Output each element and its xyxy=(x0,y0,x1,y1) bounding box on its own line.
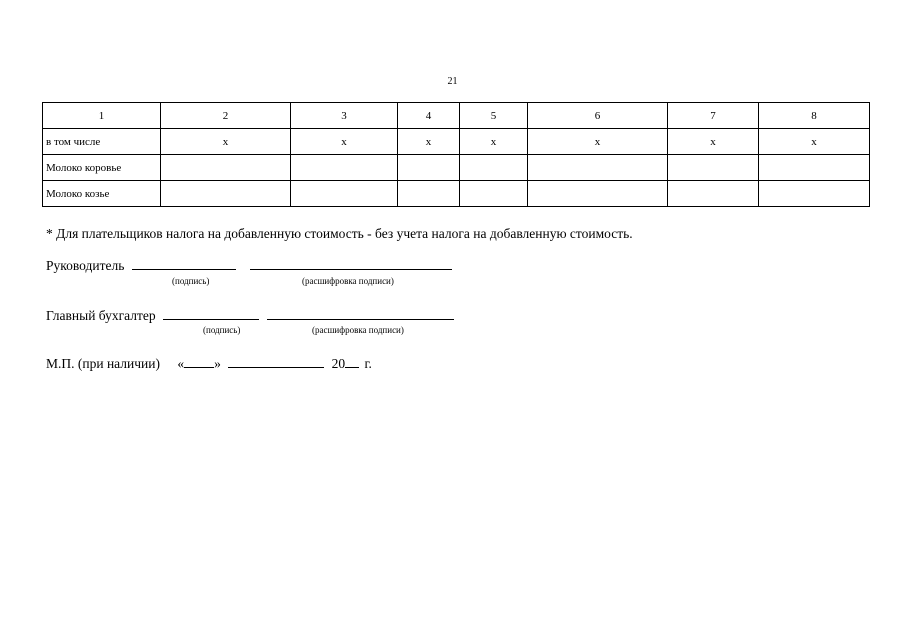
column-number-cell: 4 xyxy=(398,103,460,129)
chief-accountant-signature-caption: (подпись) xyxy=(203,325,241,335)
table-row xyxy=(43,181,870,207)
table-cell[interactable] xyxy=(528,181,668,207)
stamp-date-line xyxy=(46,356,372,372)
head-decoding-caption: (расшифровка подписи) xyxy=(302,276,394,286)
date-day-field[interactable] xyxy=(184,356,214,368)
table-cell[interactable] xyxy=(398,181,460,207)
date-year-suffix: г. xyxy=(364,356,372,371)
column-number-cell: 3 xyxy=(291,103,398,129)
table-cell[interactable] xyxy=(398,155,460,181)
footnote: * Для плательщиков налога на добавленную стоимость - без учета налога на добавленную стоимость. xyxy=(46,226,633,241)
table-cell: x xyxy=(398,129,460,155)
table-cell[interactable] xyxy=(161,181,291,207)
table-cell: x xyxy=(460,129,528,155)
table-cell: x xyxy=(668,129,759,155)
row-label: в том числе xyxy=(43,129,161,155)
chief-accountant-decoding-field[interactable] xyxy=(267,308,454,320)
column-number-cell: 8 xyxy=(759,103,870,129)
head-label: Руководитель xyxy=(46,258,125,273)
head-decoding-field[interactable] xyxy=(250,258,452,270)
date-month-field[interactable] xyxy=(228,356,324,368)
column-number-cell: 2 xyxy=(161,103,291,129)
date-close-quote: » xyxy=(214,356,221,371)
table-cell[interactable] xyxy=(668,181,759,207)
table-cell: x xyxy=(291,129,398,155)
page-number: 21 xyxy=(447,76,458,87)
table-cell[interactable] xyxy=(460,181,528,207)
table-cell[interactable] xyxy=(291,181,398,207)
table-cell[interactable] xyxy=(161,155,291,181)
chief-accountant-signature-field[interactable] xyxy=(163,308,259,320)
date-year-field[interactable] xyxy=(345,356,359,368)
column-number-cell: 5 xyxy=(460,103,528,129)
table-cell: x xyxy=(161,129,291,155)
table-cell: x xyxy=(759,129,870,155)
date-year-prefix: 20 xyxy=(331,356,346,371)
chief-accountant-signature-line xyxy=(46,308,454,324)
column-number-cell: 6 xyxy=(528,103,668,129)
table-cell[interactable] xyxy=(291,155,398,181)
table-cell[interactable] xyxy=(759,155,870,181)
table-row xyxy=(43,129,870,155)
data-table xyxy=(42,102,870,207)
table-row xyxy=(43,155,870,181)
table-cell[interactable] xyxy=(460,155,528,181)
column-number-cell: 7 xyxy=(668,103,759,129)
row-label: Молоко коровье xyxy=(43,155,161,181)
table-cell: x xyxy=(528,129,668,155)
chief-accountant-label: Главный бухгалтер xyxy=(46,308,156,323)
table-cell[interactable] xyxy=(668,155,759,181)
table-header-row xyxy=(43,103,870,129)
head-signature-field[interactable] xyxy=(132,258,236,270)
column-number-cell: 1 xyxy=(43,103,161,129)
row-label: Молоко козье xyxy=(43,181,161,207)
chief-accountant-decoding-caption: (расшифровка подписи) xyxy=(312,325,404,335)
stamp-label: М.П. (при наличии) xyxy=(46,356,160,371)
table-cell[interactable] xyxy=(759,181,870,207)
date-open-quote: « xyxy=(177,356,185,371)
head-signature-caption: (подпись) xyxy=(172,276,210,286)
table-cell[interactable] xyxy=(528,155,668,181)
head-signature-line xyxy=(46,258,452,274)
